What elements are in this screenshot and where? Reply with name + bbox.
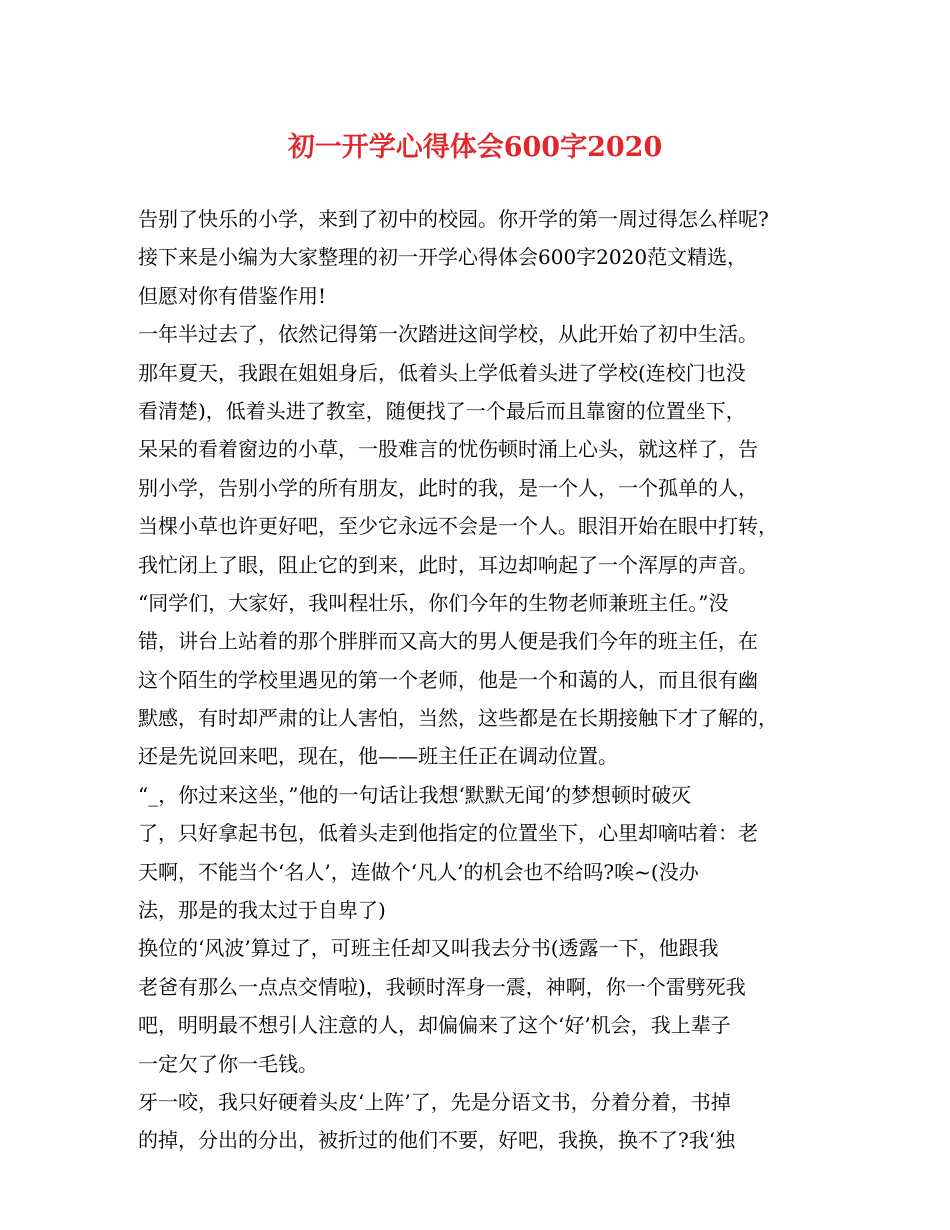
body-line: 但愿对你有借鉴作用! (138, 283, 327, 308)
body-line: 看清楚)，低着头进了教室，随便找了一个最后而且靠窗的位置坐下， (138, 398, 746, 423)
body-line: 那年夏天，我跟在姐姐身后，低着头上学低着头进了学校(连校门也没 (138, 360, 746, 385)
body-line: 一年半过去了，依然记得第一次踏进这间学校，从此开始了初中生活。 (138, 322, 758, 347)
body-line: 当棵小草也许更好吧，至少它永远不会是一个人。眼泪开始在眼中打转， (138, 514, 778, 539)
body-line: 呆呆的看着窗边的小草，一股难言的忧伤顿时涌上心头，就这样了，告 (138, 437, 758, 462)
body-line: “_，你过来这坐，”他的一句话让我想‘默默无闻’的梦想顿时破灭 (138, 782, 692, 807)
body-line: 天啊，不能当个‘名人’，连做个‘凡人’的机会也不给吗?唉~(没办 (138, 859, 699, 884)
body-line: 别小学，告别小学的所有朋友，此时的我，是一个人，一个孤单的人， (138, 475, 758, 500)
body-line: 默感，有时却严肃的让人害怕，当然，这些都是在长期接触下才了解的， (138, 706, 778, 731)
body-line: 我忙闭上了眼，阻止它的到来，此时，耳边却响起了一个浑厚的声音。 (138, 552, 758, 577)
body-line: “同学们，大家好，我叫程壮乐，你们今年的生物老师兼班主任。”没 (138, 590, 729, 615)
body-line: 法，那是的我太过于自卑了) (138, 898, 386, 923)
body-line: 这个陌生的学校里遇见的第一个老师，他是一个和蔼的人，而且很有幽 (138, 667, 758, 692)
body-line: 牙一咬，我只好硬着头皮‘上阵’了，先是分语文书，分着分着，书掉 (138, 1089, 731, 1114)
body-line: 换位的‘风波’算过了，可班主任却又叫我去分书(透露一下，他跟我 (138, 936, 719, 961)
body-line: 还是先说回来吧，现在，他——班主任正在调动位置。 (138, 744, 618, 769)
body-line: 告别了快乐的小学，来到了初中的校园。你开学的第一周过得怎么样呢? (138, 207, 769, 231)
body-line: 吧，明明最不想引人注意的人，却偏偏来了这个‘好’机会，我上辈子 (138, 1013, 731, 1038)
body-line: 老爸有那么一点点交情啦)，我顿时浑身一震，神啊，你一个雷劈死我 (138, 974, 746, 999)
document-title: 初一开学心得体会600字2020 (287, 132, 663, 163)
body-line: 错，讲台上站着的那个胖胖而又高大的男人便是我们今年的班主任，在 (138, 629, 758, 654)
body-line: 了，只好拿起书包，低着头走到他指定的位置坐下，心里却嘀咕着：老 (138, 821, 758, 846)
body-line: 一定欠了你一毛钱。 (138, 1051, 318, 1076)
body-line: 的掉，分出的分出，被折过的他们不要，好吧，我换，换不了?我‘独 (138, 1128, 736, 1153)
body-line: 接下来是小编为大家整理的初一开学心得体会600字2020范文精选， (138, 245, 748, 270)
document-body (138, 200, 828, 1160)
